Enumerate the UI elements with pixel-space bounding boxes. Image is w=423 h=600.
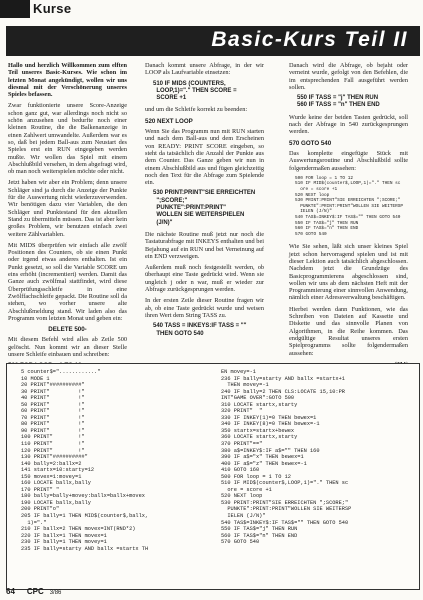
listing-line: 5 counter$="............" — [21, 369, 101, 375]
listing-line: 190 LOCATE ballx,bally — [21, 499, 91, 506]
paragraph: Mit diesem Befehl wird alles ab Zeile 500 gelöscht. Nun kommt wir an dieser Stelle unsere Schleife einbauen und schreiben: — [8, 336, 127, 358]
paragraph: Jetzt haben wir aber ein Problem; denn unsere Schläger sind ja durch die Anzeige der Punkte für die Auswertung nicht wiederzuverwenden. Wir benötigen dazu vier Variablen, die den Schläger und Punktestand für den aktuellen Stand zu übermitteln müssen. Das ist aber kein großes Problem, wir benutzen einfach zwei weitere Zählvariablen. — [8, 179, 127, 238]
listing-line: 210 IF ballx=2 THEN movex=INT(RND*2) — [21, 526, 136, 533]
paragraph: Danach kommt unsere Abfrage, in der wir LOOP als Laufvariable einsetzen: — [145, 62, 264, 77]
listing-line: 40 PRINT" !" — [21, 395, 85, 402]
listing-line: 370 PRINT"==" — [221, 441, 263, 448]
code-line: 520 NEXT LOOP — [145, 117, 193, 125]
listing-line: 570 GOTO 540 — [221, 539, 260, 546]
listing-line: 560 IF TAS$="n" THEN END — [221, 532, 298, 539]
paragraph: und um die Schleife korrekt zu beenden: — [145, 106, 248, 114]
listing-line: 550 IF TAS$="j" THEN RUN — [221, 526, 298, 533]
listing-line: 180 bally=bally+movey:ballx=ballx+movex — [21, 493, 145, 500]
listing-line: 320 PRINT" " — [221, 408, 263, 415]
article-column-2 — [145, 62, 264, 359]
listing-line: 240 IF bally=2 THEN CLS:LOCATE 15,10:PR — [221, 388, 345, 395]
listing-line: 100 PRINT" !" — [21, 434, 85, 441]
listing-line: 170 PRINT" " — [21, 486, 60, 493]
listing-line: 236 IF bally=starty AND ballx =startx+1 — [221, 375, 345, 382]
listing-line: 140 bally=2:ballx=2 — [21, 460, 82, 467]
listing-line: 310 LOCATE startx,starty — [221, 401, 298, 408]
listing-line: 540 TAS$=INKEY$:IF TAS$="" THEN GOTO 540 — [221, 519, 349, 526]
listing-line: 530 PRINT:PRINT"SIE ERREICHTEN ";SCORE;" — [221, 499, 349, 506]
article-column-3 — [289, 62, 408, 359]
listing-line: 10 MODE 1 — [21, 375, 50, 382]
listing-line: 200 PRINT"o" — [21, 506, 60, 513]
listing-line: IELEN (J/N)" — [221, 513, 266, 520]
listing-line: 50 PRINT" !" — [21, 401, 85, 408]
article-column-1 — [8, 62, 127, 359]
paragraph: Die nächste Routine muß jetzt nur noch die Tastaturabfrage mit INKEYS enthalten und bei Bejahung auf ein RUN und bei Verneinung auf ein END verzweigen. — [145, 230, 264, 260]
listing-line: 510 IF MID$(counter$,LOOP,1)="." THEN sc — [221, 480, 349, 487]
section-label: Kurse — [33, 1, 72, 16]
listing-line: 235 IF bally=starty AND ballx =startx TH — [21, 545, 149, 552]
code-snippet: 540 TASS = INKEYS:IF TASS = "" THEN GOTO 540 — [153, 323, 247, 337]
listing-line: 30 PRINT" !" — [21, 388, 85, 395]
listing-left-column — [21, 369, 219, 552]
listing-line: 380 a$=INKEY$:IF a$="" THEN 160 — [221, 447, 320, 454]
paragraph: Wurde keine der beiden Tasten gedrückt, soll nach der Abfrage in 540 zurückgesprungen werden. — [289, 113, 408, 136]
paragraph: Zwar funktionierte unsere Score-Anzeige schon ganz gut, war allerdings noch nicht so schön anzusehen und bedurfte noch einer kleinen Routine, die die Balkenanzeige in einen Zahlwert umwandelte. Außerdem war es so, daß bei jedem Ball-aus zum Neustart des Spieles erst ein RUN eingegeben werden mußte. Wir wollen das Spiel mit einem Abschlußbild versehen, in dem abgefragt wird, ob man noch weiterspielen möchte oder nicht. — [8, 102, 127, 176]
paragraph: Hierbei werden dann Funktionen, wie das Schreiben von Dateien auf Kassette und Diskette und das sinnvolle Planen von Algorithmen, in die Reihe kommen. Das endgültige Resultat unseres ersten Spielprogramms sollte folgendermaßen aussehen: — [289, 305, 408, 357]
listing-line: 360 LOCATE startx,starty — [221, 434, 298, 441]
listing-line: 500 FOR loop = 1 TO 12 — [221, 473, 291, 480]
magazine-name: CPC — [26, 587, 44, 596]
listing-line: 330 IF INKEY(1)=0 THEN bewex=1 — [221, 414, 317, 421]
listing-line: 160 LOCATE ballx,bally — [21, 480, 91, 487]
paragraph: In der ersten Zeile dieser Routine fragen wir ab, ob eine Taste gedrückt wurde und weisen ihren Wert dem String TASS zu. — [145, 297, 264, 319]
delete-command: DELETE 500- — [48, 326, 87, 334]
listing-right-column — [221, 369, 415, 546]
listing-line: 220 IF ballx=1 THEN movex=1 — [21, 532, 107, 539]
paragraph: Danach wird die Abfrage, ob bejaht oder verneint wurde, gefolgt von den Befehlen, die im entsprechenden Fall ausgeführt werden sollen. — [289, 62, 408, 91]
listing-line: 350 startx=startx+bewex — [221, 427, 295, 434]
code-snippet: 510 IF MIDS (COUNTERS, LOOP,1)="." THEN SCORE = SCORE +1 — [153, 80, 237, 102]
program-listing — [6, 363, 420, 590]
paragraph: Das komplette eingefügte Stück mit Auswertungsroutine und Abschlußbild sollte folgendermaßen aussehen: — [289, 149, 408, 172]
paragraph: Außerdem muß noch festgestellt werden, ob überhaupt eine Taste gedrückt wird. Wenn sie ungleich j oder n war, muß er wieder zur Abfrage zurückgesprungen werden. — [145, 264, 264, 294]
paragraph: Wenn Sie das Programm nun mit RUN starten und nach dem Ball-aus und dem Erscheinen von READY: PRINT SCORE eingeben, so steht da tatsächlich die Anzahl der Punkte aus dem Counter. Das Ganze geben wir nun in einem Abschlußbild aus und fügen gleichzeitig noch den Text für die Abfrage zum Spielende ein. — [145, 128, 264, 187]
listing-line: INT"GAME OVER":GOTO 500 — [221, 395, 295, 402]
listing-line: 20 PRINT"##########" — [21, 382, 85, 389]
listing-line: 1)="." — [21, 519, 47, 526]
listing-line: 520 NEXT loop — [221, 493, 263, 500]
page-number: 64 — [6, 587, 15, 596]
listing-line: ore = score +1 — [221, 486, 272, 493]
listing-line: PUNKTE":PRINT:PRINT"WOLLEN SIE WEITERSP — [221, 506, 352, 513]
listing-line: 80 PRINT" !" — [21, 421, 85, 428]
page-footer — [6, 587, 61, 596]
code-line: 570 GOTO 540 — [289, 139, 332, 147]
paragraph: Wie Sie sehen, läßt sich unser kleines Spiel jetzt schon hervorragend spielen und ist mit dieser Lektion auch tatsächlich abgeschlossen. Nachdem jetzt die Grundzüge des Basicprogrammierens abgeschlossen sind, wollen wir uns ab dem nächsten Heft mit der Programmierung einer sinnvollen Anwendung, nämlich einer Adressverwaltung beschäftigen. — [289, 243, 408, 302]
code-snippet: 530 PRINT:PRINT"SIE ERREICHTEN ";SCORE;" PUNKTE":PRINT:PRINT" WOLLEN SIE WEITERSPIELEN (J/N)" — [153, 190, 256, 226]
page-title: Basic-Kurs Teil II — [211, 28, 408, 51]
listing-line: 390 IF a$="x" THEN bewex=1 — [221, 454, 304, 461]
issue-number: 3/86 — [49, 590, 62, 596]
listing-line: 110 PRINT" !" — [21, 441, 85, 448]
paragraph: Mit MIDS überprüfen wir einfach alle zwölf Positionen des Counters, ob sie einen Punkt oder irgend etwas anderes enthalten. Ist ein Punkt gesetzt, so soll die Variable SCORE um eins erhöht (incrementiert) werden. Damit das Ganze auch zwölfmal stattfindet, wird diese Überprüfungsschleife in eine Zwölffachschleife gepackt. Die Routine soll da stehen, wo vorher unsere alte Abschlußmeldung stand. Wir laden also das Programm vom letzten Monat und geben ein: — [8, 241, 127, 322]
inline-listing: 500 FOR loop = 1 TO 12 510 IF MID$(counter$,LOOP,1)="." THEN sc ore = score +1 520 NEXT loop 530 PRINT:PRINT"SIE ERREICHTEN ";SCORE;" PUNKTE":PRINT:PRINT"WOLLEN SIE WEITERSP IELEN (J/N)" 540 TAS$=INKEY$:IF TAS$="" THEN GOTO 540 550 IF TAS$="j" THEN RUN 560 IF TAS$="n" THEN END 570 GOTO 540 — [295, 175, 404, 237]
listing-line: 205 IF bally=1 THEN MID$(counter$,ballx, — [21, 513, 149, 520]
listing-line: 150 movex=1:movey=1 — [21, 473, 82, 480]
listing-line: 230 IF bally=1 THEN movey=1 — [21, 539, 107, 546]
title-banner — [6, 26, 420, 56]
intro-paragraph: Hallo und herzlich Willkommen zum elften Teil unseres Basic-Kurses. Wie schon im letzten Monat angekündigt, wollen wir uns diesmal mit der Verschönerung unseres Spieles befassen. — [8, 62, 127, 99]
listing-line: 340 IF INKEY(8)=0 THEN bewex=-1 — [221, 421, 320, 428]
listing-line: 90 PRINT" !" — [21, 427, 85, 434]
listing-line: 410 GOTO 160 — [221, 467, 260, 474]
listing-line: 60 PRINT" !" — [21, 408, 85, 415]
listing-line: 400 IF a$="z" THEN bewex=-1 — [221, 460, 307, 467]
listing-line: 120 PRINT" !" — [21, 447, 85, 454]
listing-line: 141 startx=10:starty=12 — [21, 467, 95, 474]
listing-line: 130 PRINT"##########" — [21, 454, 88, 461]
corner-block — [0, 0, 30, 18]
listing-line: THEN movey=-1 — [221, 382, 269, 389]
listing-line: 70 PRINT" !" — [21, 414, 85, 421]
code-snippet: 550 IF TASS = "j" THEN RUN 560 IF TASS = "n" THEN END — [297, 95, 380, 109]
listing-line: EN movey=-1 — [221, 369, 256, 375]
